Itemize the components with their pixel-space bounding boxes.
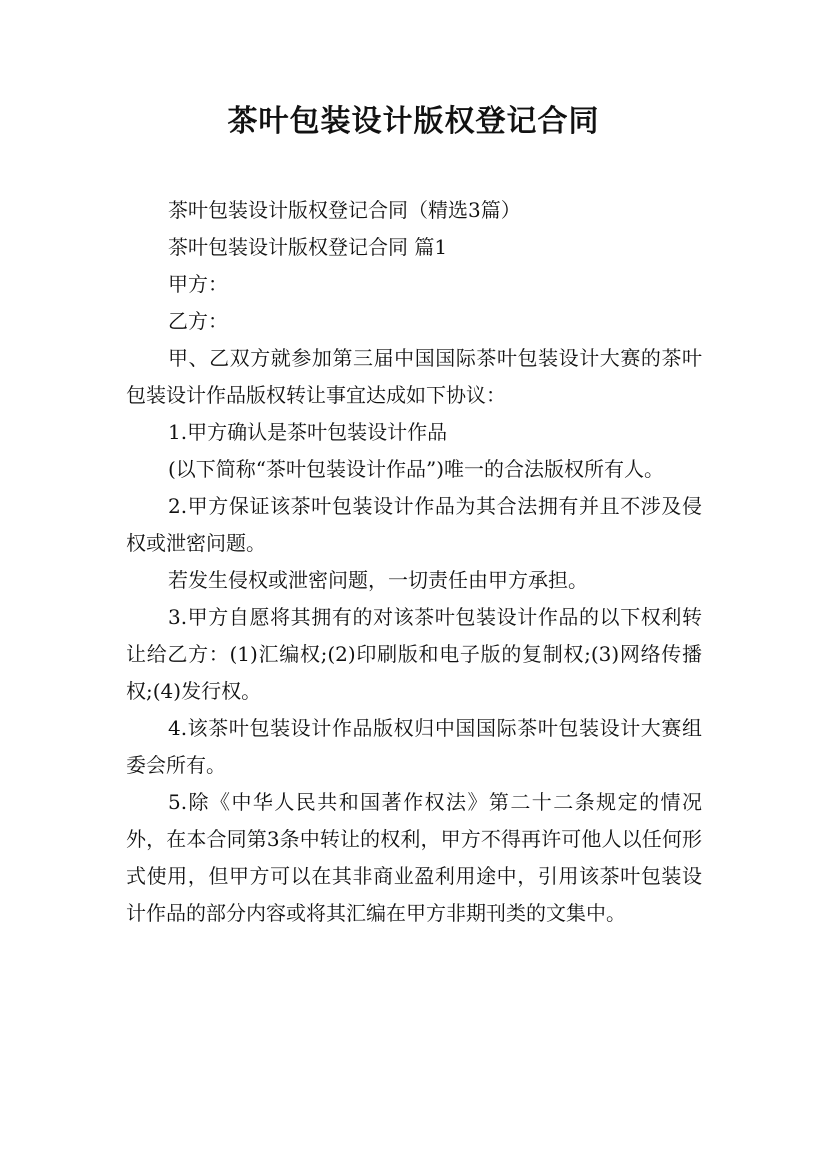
paragraph-clause-1: 1.甲方确认是茶叶包装设计作品 — [168, 420, 448, 444]
paragraph-agreement-intro: 甲、乙双方就参加第三届中国国际茶叶包装设计大赛的茶叶包装设计作品版权转让事宜达成如下协议： — [126, 346, 702, 407]
paragraph-clause-2: 2.甲方保证该茶叶包装设计作品为其合法拥有并且不涉及侵权或泄密问题。 — [126, 494, 702, 555]
paragraph-clause-4: 4.该茶叶包装设计作品版权归中国国际茶叶包装设计大赛组委会所有。 — [126, 716, 702, 777]
paragraph-clause-2-cont: 若发生侵权或泄密问题，一切责任由甲方承担。 — [168, 568, 588, 592]
paragraph-clause-5: 5.除《中华人民共和国著作权法》第二十二条规定的情况外，在本合同第3条中转让的权利，甲方不得再许可他人以任何形式使用，但甲方可以在其非商业盈利用途中，引用该茶叶包装设计作品的部分内容或将其汇编在甲方非期刊类的文集中。 — [126, 790, 702, 925]
paragraph-clause-1-cont: (以下简称“茶叶包装设计作品”)唯一的合法版权所有人。 — [168, 457, 665, 481]
document-body — [126, 192, 702, 932]
document-title: 茶叶包装设计版权登记合同 — [227, 104, 600, 139]
paragraph-subtitle: 茶叶包装设计版权登记合同（精选3篇） — [168, 198, 521, 222]
paragraph-section-heading: 茶叶包装设计版权登记合同 篇1 — [168, 235, 448, 259]
paragraph-party-a: 甲方： — [168, 272, 228, 296]
paragraph-party-b: 乙方： — [168, 309, 228, 333]
paragraph-clause-3: 3.甲方自愿将其拥有的对该茶叶包装设计作品的以下权利转让给乙方：(1)汇编权;(2)印刷版和电子版的复制权;(3)网络传播权;(4)发行权。 — [126, 605, 702, 703]
